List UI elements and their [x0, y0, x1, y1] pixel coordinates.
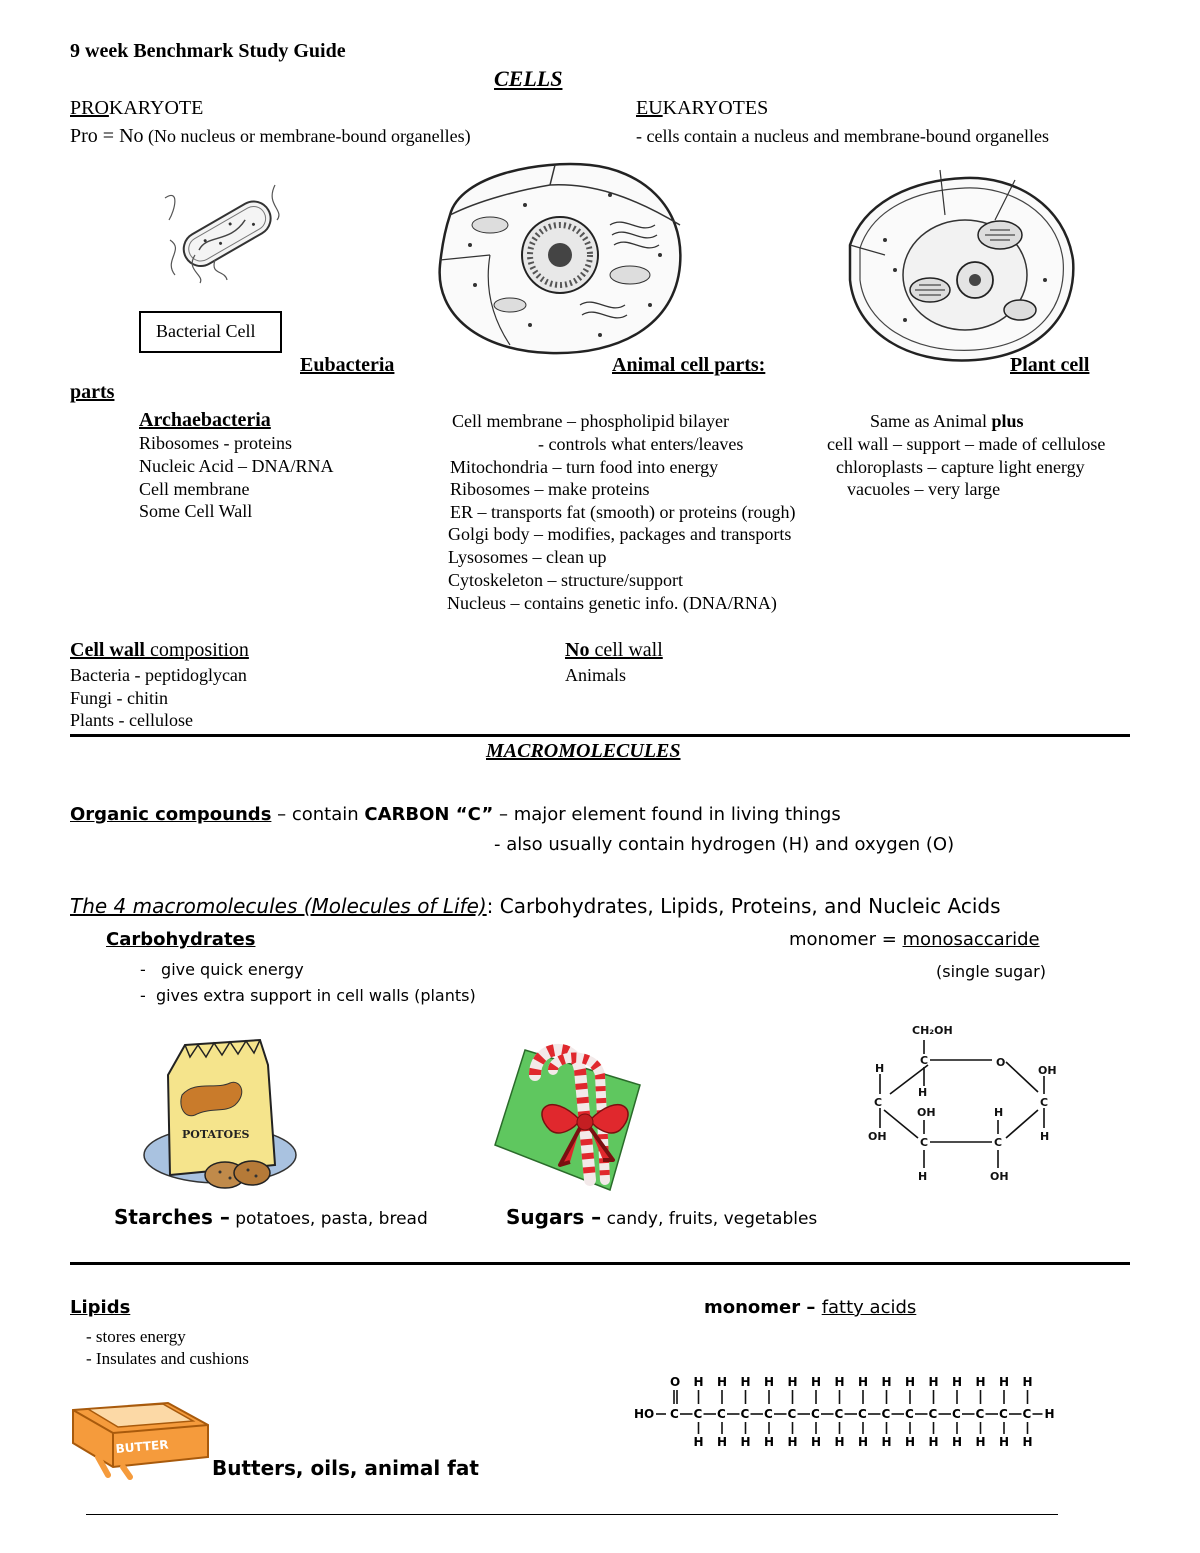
no-cell-wall-heading: No cell wall	[565, 639, 663, 661]
fatty-acid-atom: C	[928, 1407, 938, 1421]
svg-text:OH: OH	[868, 1130, 887, 1143]
footer-rule	[86, 1514, 1058, 1515]
svg-text:H: H	[1040, 1130, 1050, 1143]
potato-bag-text: POTATOES	[182, 1128, 250, 1141]
fatty-acid-atom: C	[717, 1407, 726, 1421]
fatty-acid-atom: C	[811, 1407, 820, 1421]
fatty-acid-atom: H	[1022, 1435, 1033, 1449]
animal-part: ER – transports fat (smooth) or proteins (rough)	[450, 502, 796, 522]
fatty-acid-atom: H	[952, 1435, 963, 1449]
fatty-acid-atom: H	[975, 1375, 986, 1389]
butter-illustration	[68, 1395, 218, 1480]
animal-part: Cell membrane – phospholipid bilayer	[452, 411, 729, 431]
fatty-acid-atom: H	[811, 1435, 822, 1449]
fatty-acid-atom: C	[952, 1407, 961, 1421]
fatty-acid-atom: H	[787, 1375, 798, 1389]
fatty-acid-atom: H	[693, 1435, 704, 1449]
svg-text:C: C	[1040, 1096, 1049, 1109]
cell-wall-composition-heading: Cell wall composition	[70, 639, 249, 661]
fatty-acid-atom: O	[670, 1375, 681, 1389]
svg-text:C: C	[920, 1054, 929, 1067]
animal-part: Ribosomes – make proteins	[450, 479, 650, 499]
svg-text:C: C	[920, 1136, 929, 1149]
fatty-acid-atom: H	[811, 1375, 822, 1389]
svg-text:H: H	[918, 1086, 928, 1099]
fatty-acid-atom: C	[999, 1407, 1008, 1421]
fatty-acid-atom: C	[693, 1407, 703, 1421]
fatty-acid-atom: H	[787, 1435, 798, 1449]
macromolecules-section-title: MACROMOLECULES	[486, 740, 681, 762]
plant-cell-parts-heading: Plant cell	[1010, 354, 1090, 376]
butter-box-text: BUTTER	[115, 1437, 170, 1456]
fatty-acid-atom: H	[717, 1375, 728, 1389]
fatty-acid-atom: H	[740, 1435, 751, 1449]
fatty-acid-atom: H	[740, 1375, 751, 1389]
svg-text:C: C	[874, 1096, 883, 1109]
svg-text:OH: OH	[990, 1170, 1009, 1183]
cell-wall-item: Bacteria - peptidoglycan	[70, 665, 247, 685]
fatty-acid-atom: H	[905, 1435, 916, 1449]
lipids-heading: Lipids	[70, 1297, 131, 1318]
cell-wall-item: Fungi - chitin	[70, 688, 168, 708]
fatty-acid-structure-diagram	[630, 1372, 1055, 1452]
butter-caption: Butters, oils, animal fat	[212, 1456, 479, 1480]
animal-part: Nucleus – contains genetic info. (DNA/RNA)	[447, 593, 777, 613]
svg-text:OH: OH	[1038, 1064, 1057, 1077]
bacteria-part: Cell membrane	[139, 479, 250, 499]
carbohydrates-point: - gives extra support in cell walls (plants)	[140, 986, 476, 1005]
fatty-acid-atom: C	[905, 1407, 914, 1421]
plant-part: cell wall – support – made of cellulose	[827, 434, 1106, 454]
lipids-monomer: monomer – fatty acids	[704, 1297, 917, 1318]
fatty-acid-atom: C	[975, 1407, 985, 1421]
eubacteria-heading: Eubacteria	[300, 354, 395, 376]
animal-part: Cytoskeleton – structure/support	[448, 570, 683, 590]
carbohydrates-point: - give quick energy	[140, 960, 304, 979]
animal-cell-illustration	[430, 155, 690, 360]
fatty-acid-atom: H	[693, 1375, 704, 1389]
bacterial-cell-illustration	[155, 180, 295, 285]
animal-part: - controls what enters/leaves	[538, 434, 744, 454]
fatty-acid-atom: C	[764, 1407, 773, 1421]
animal-part: Mitochondria – turn food into energy	[450, 457, 719, 477]
fatty-acid-atom: H	[881, 1375, 892, 1389]
starches-caption: Starches – potatoes, pasta, bread	[114, 1205, 428, 1229]
svg-text:OH: OH	[917, 1106, 936, 1119]
glucose-structure-diagram	[860, 1020, 1070, 1190]
fatty-acid-atom: H	[1022, 1375, 1033, 1389]
fatty-acid-atom: C	[881, 1407, 891, 1421]
svg-text:H: H	[994, 1106, 1004, 1119]
glucose-ch2oh: CH₂OH	[912, 1024, 953, 1037]
cell-wall-item: Plants - cellulose	[70, 710, 193, 730]
plant-part: chloroplasts – capture light energy	[836, 457, 1085, 477]
svg-text:H: H	[918, 1170, 928, 1183]
eukaryote-title: EUKARYOTES	[636, 97, 769, 119]
fatty-acid-atom: H	[764, 1435, 775, 1449]
fatty-acid-atom: C	[670, 1407, 679, 1421]
archaebacteria-heading: Archaebacteria	[139, 409, 271, 431]
bacteria-part: Ribosomes - proteins	[139, 433, 292, 453]
fatty-acid-atom: H	[928, 1435, 939, 1449]
fatty-acid-atom: H	[975, 1435, 986, 1449]
svg-text:H: H	[875, 1062, 885, 1075]
bacterial-cell-label-box	[139, 311, 282, 353]
prokaryote-definition: Pro = No (No nucleus or membrane-bound organelles)	[70, 125, 471, 147]
eukaryote-definition: - cells contain a nucleus and membrane-bound organelles	[636, 126, 1050, 146]
fatty-acid-atom: H	[834, 1435, 845, 1449]
fatty-acid-atom: H	[999, 1375, 1010, 1389]
candy-cane-illustration	[495, 1030, 645, 1195]
bacteria-part: Nucleic Acid – DNA/RNA	[139, 456, 334, 476]
sugars-caption: Sugars – candy, fruits, vegetables	[506, 1205, 818, 1229]
svg-text:C: C	[994, 1136, 1003, 1149]
four-macromolecules-line: The 4 macromolecules (Molecules of Life): Carbohydrates, Lipids, Proteins, and Nucleic Acids	[70, 894, 1001, 918]
fatty-acid-atom: HO	[634, 1407, 655, 1421]
cells-section-title: CELLS	[494, 66, 563, 91]
page-title: 9 week Benchmark Study Guide	[70, 40, 346, 62]
fatty-acid-atom: C	[740, 1407, 750, 1421]
lipids-point: - stores energy	[86, 1327, 186, 1346]
carbohydrates-monomer: monomer = monosaccaride	[789, 929, 1040, 950]
bacterial-cell-label: Bacterial Cell	[156, 321, 256, 341]
animal-cell-parts-heading: Animal cell parts:	[612, 354, 766, 376]
bacteria-part: Some Cell Wall	[139, 501, 253, 521]
fatty-acid-atom: C	[1022, 1407, 1032, 1421]
organic-compounds-line-2: - also usually contain hydrogen (H) and oxygen (O)	[494, 834, 955, 855]
fatty-acid-atom: H	[834, 1375, 845, 1389]
fatty-acid-atom: H	[881, 1435, 892, 1449]
fatty-acid-atom: H	[905, 1375, 916, 1389]
fatty-acid-atom: H	[717, 1435, 728, 1449]
fatty-acid-atom: H	[858, 1435, 869, 1449]
carbohydrates-heading: Carbohydrates	[106, 929, 256, 950]
plant-same-as-animal: Same as Animal plus	[870, 411, 1024, 431]
potato-bag-illustration	[140, 1035, 300, 1195]
plant-cell-illustration	[845, 160, 1080, 370]
fatty-acid-atom: C	[787, 1407, 797, 1421]
fatty-acid-atom: C	[834, 1407, 844, 1421]
animal-part: Golgi body – modifies, packages and transports	[448, 524, 792, 544]
prokaryote-title: PROKARYOTE	[70, 97, 204, 119]
animal-part: Lysosomes – clean up	[448, 547, 607, 567]
fatty-acid-atom: H	[858, 1375, 869, 1389]
organic-compounds-line: Organic compounds – contain CARBON “C” – major element found in living things	[70, 804, 841, 825]
section-divider	[70, 1262, 1130, 1265]
plant-part: vacuoles – very large	[847, 479, 1001, 499]
fatty-acid-atom: H	[928, 1375, 939, 1389]
fatty-acid-atom: H	[1044, 1407, 1055, 1421]
lipids-point: - Insulates and cushions	[86, 1349, 249, 1368]
carbohydrates-monomer-note: (single sugar)	[936, 962, 1046, 981]
fatty-acid-atom: H	[952, 1375, 963, 1389]
plant-cell-parts-heading-cont: parts	[70, 381, 115, 403]
fatty-acid-atom: H	[999, 1435, 1010, 1449]
fatty-acid-atom: C	[858, 1407, 867, 1421]
fatty-acid-atom: H	[764, 1375, 775, 1389]
section-divider	[70, 734, 1130, 737]
svg-text:O: O	[996, 1056, 1006, 1069]
no-cell-wall-item: Animals	[565, 665, 626, 685]
